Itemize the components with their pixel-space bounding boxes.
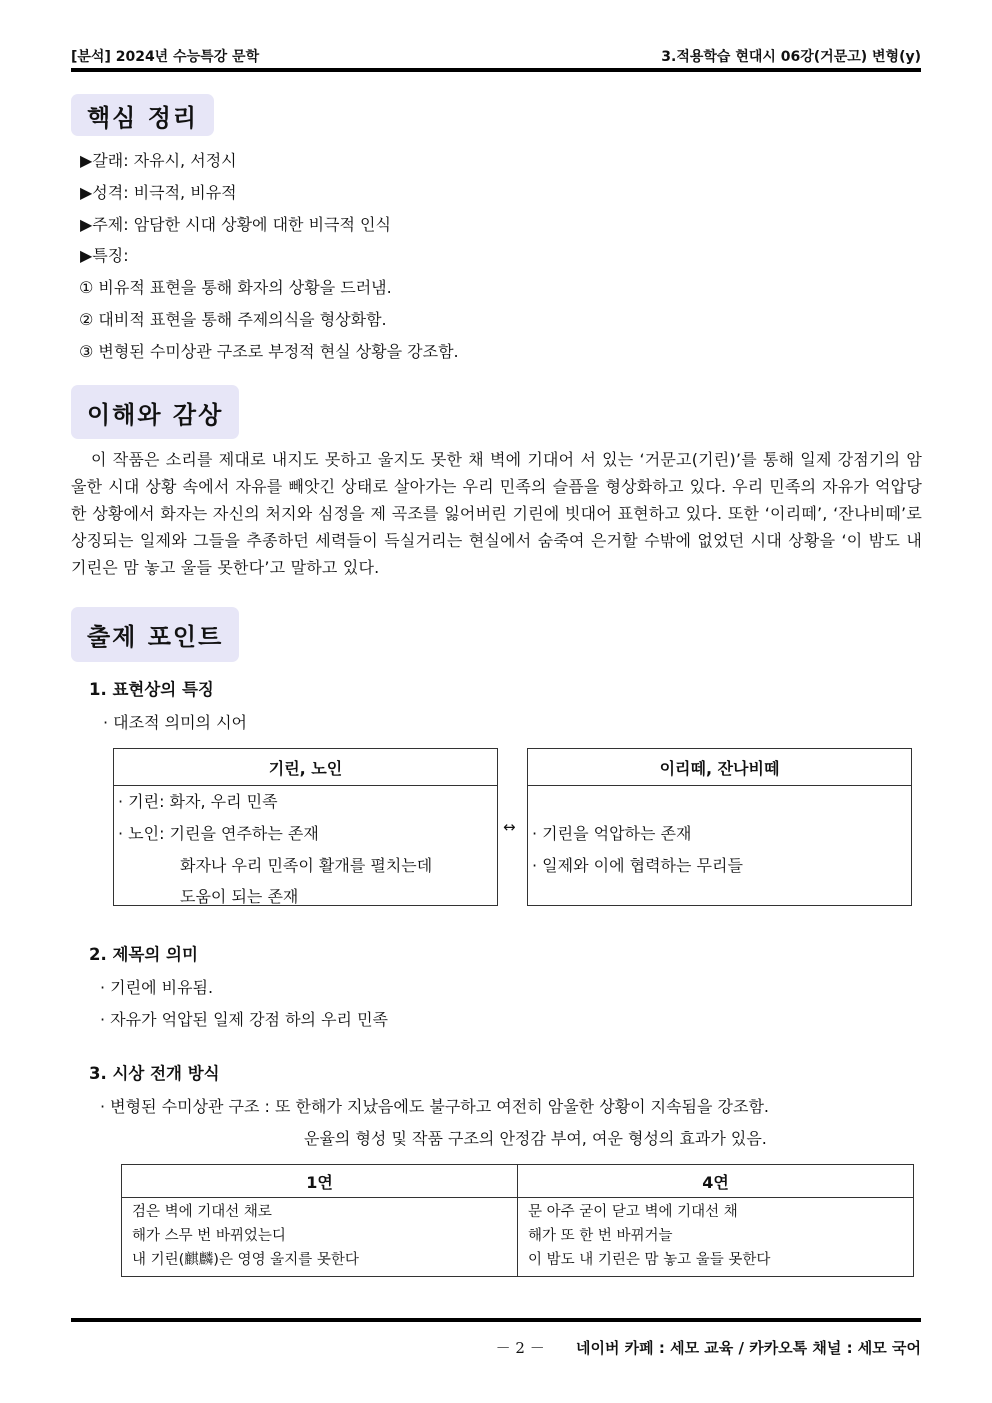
header-left: [분석] 2024년 수능특강 문학 — [71, 49, 260, 65]
page-number: － 2 － — [495, 1339, 545, 1357]
point-3-line-1: · 변형된 수미상관 구조 : 또 한해가 지났음에도 불구하고 여전히 암울한 상황이 지속됨을 강조함. — [100, 1097, 770, 1116]
compare-box-left — [113, 748, 498, 906]
footer-rule — [71, 1318, 921, 1322]
stanza-4-cell — [518, 1198, 914, 1277]
section-title-appreciation: 이해와 감상 — [71, 385, 239, 439]
summary-features-label: ▶특징: — [80, 246, 129, 265]
verse-line: 내 기린(麒麟)은 영영 울지를 못한다 — [132, 1252, 359, 1268]
compare-right-line: · 기린을 억압하는 존재 — [532, 824, 692, 843]
compare-left-header: 기린, 노인 — [114, 749, 497, 786]
contrast-arrow-icon: ↔ — [503, 818, 516, 836]
point-3-heading: 3. 시상 전개 방식 — [89, 1064, 220, 1083]
summary-feature-3: ③ 변형된 수미상관 구조로 부정적 현실 상황을 강조함. — [79, 342, 459, 361]
compare-right-line: · 일제와 이에 협력하는 무리들 — [532, 856, 743, 875]
page-header — [71, 44, 921, 66]
compare-box-right — [527, 748, 912, 906]
compare-left-line: 화자나 우리 민족이 활개를 펼치는데 — [180, 856, 433, 875]
summary-feature-1: ① 비유적 표현을 통해 화자의 상황을 드러냄. — [79, 278, 392, 297]
summary-theme: ▶주제: 암담한 시대 상황에 대한 비극적 인식 — [80, 215, 391, 234]
verse-line: 검은 벽에 기대선 채로 — [132, 1204, 272, 1220]
point-2-heading: 2. 제목의 의미 — [89, 945, 198, 964]
table-header-stanza-1: 1연 — [122, 1165, 518, 1198]
summary-feature-2: ② 대비적 표현을 통해 주제의식을 형상화함. — [79, 310, 387, 329]
summary-character: ▶성격: 비극적, 비유적 — [80, 183, 237, 202]
summary-genre: ▶갈래: 자유시, 서정시 — [80, 151, 237, 170]
verse-line: 이 밤도 내 기린은 맘 놓고 울들 못한다 — [528, 1252, 771, 1268]
header-right: 3.적용학습 현대시 06강(거문고) 변형(y) — [661, 49, 921, 65]
verse-line: 문 아주 굳이 닫고 벽에 기대선 채 — [528, 1204, 738, 1220]
appreciation-paragraph: 이 작품은 소리를 제대로 내지도 못하고 울지도 못한 채 벽에 기대어 서 있는 ‘거문고(기린)’를 통해 일제 강점기의 암울한 시대 상황 속에서 자유를 빼앗긴 상태로 살아가는 우리 민족의 슬픔을 형상화하고 있다. 우리 민족의 자유가 억압당한 상황에서 화자는 자신의 처지와 심정을 제 곡조를 잃어버린 기린에 빗대어 표현하고 있다. 또한 ‘이리떼’, ‘잔나비떼’로 상징되는 일제와 그들을 추종하던 세력들이 득실거리는 현실에서 숨죽여 은거할 수밖에 없었던 시대 상황을 ‘이 밤도 내 기린은 맘 놓고 울들 못한다’고 말하고 있다. — [71, 450, 922, 577]
point-2-bullet-1: · 기린에 비유됨. — [100, 978, 214, 997]
section-title-summary: 핵심 정리 — [71, 94, 214, 136]
verse-comparison-table — [121, 1164, 914, 1277]
verse-line: 해가 또 한 번 바뀌거늘 — [528, 1228, 673, 1244]
point-1-bullet: · 대조적 의미의 시어 — [103, 713, 247, 732]
compare-left-line: · 노인: 기린을 연주하는 존재 — [118, 824, 319, 843]
point-2-bullet-2: · 자유가 억압된 일제 강점 하의 우리 민족 — [100, 1010, 388, 1029]
point-1-heading: 1. 표현상의 특징 — [89, 680, 214, 699]
compare-right-header: 이리떼, 잔나비떼 — [528, 749, 911, 786]
table-row — [122, 1198, 914, 1277]
section-title-points: 출제 포인트 — [71, 607, 239, 662]
header-rule — [71, 68, 921, 72]
stanza-1-cell — [122, 1198, 518, 1277]
footer-contact: 네이버 카페 : 세모 교육 / 카카오톡 채널 : 세모 국어 — [575, 1339, 921, 1357]
table-header-stanza-4: 4연 — [518, 1165, 914, 1198]
page-footer — [496, 1337, 921, 1358]
verse-line: 해가 스무 번 바뀌었는디 — [132, 1228, 286, 1244]
point-3-line-2: 운율의 형성 및 작품 구조의 안정감 부여, 여운 형성의 효과가 있음. — [304, 1129, 767, 1148]
compare-left-line: 도움이 되는 존재 — [180, 887, 299, 906]
compare-left-line: · 기린: 화자, 우리 민족 — [118, 792, 278, 811]
